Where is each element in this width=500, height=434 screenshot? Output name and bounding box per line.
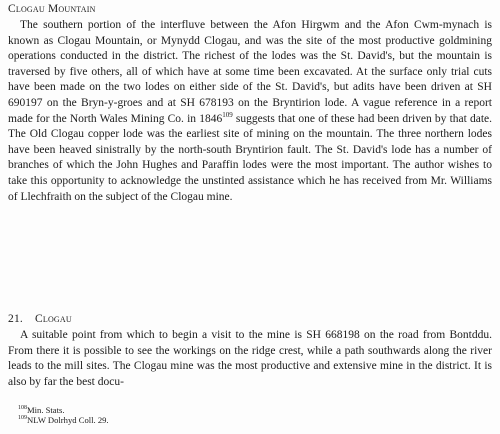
footnote (18, 405, 109, 415)
footnote-number: 108 (18, 405, 27, 412)
section-heading-clogau-mountain: Clogau Mountain (8, 3, 96, 15)
section-title: Clogau (34, 313, 72, 325)
paragraph-clogau (8, 328, 492, 390)
paragraph-clogau-mountain (8, 18, 492, 205)
section-number: 21. (8, 313, 23, 325)
footnotes (18, 405, 109, 425)
paragraph-text-b: suggests that one of these had been driven by that date. The Old Clogau copper lode was the earliest site of mining on the mountain. The three northern lodes have been heaved sinistrally by the north-south Bryntirion fault. The St. David's lode has a number of branches of which the John Hughes and Paraffin lodes were the most important. The author wishes to take this opportunity to acknowledge the unstinted assistance which he has received from Mr. Williams of Llechfraith on the subject of the Clogau mine. (8, 112, 493, 203)
section-heading-clogau (8, 313, 72, 325)
footnote-number: 109 (18, 415, 27, 422)
footnote-text: Min. Stats. (27, 405, 65, 415)
footnote-ref-109: 109 (222, 110, 233, 119)
footnote-text: NLW Dolrhyd Coll. 29. (27, 415, 109, 425)
paragraph-text: A suitable point from which to begin a visit to the mine is SH 668198 on the road from Bontddu. From there it is possible to see the workings on the ridge crest, while a path southwards along the river leads to the mill sites. The Clogau mine was the most productive and extensive mine in the district. It is also by far the best docu- (8, 329, 492, 388)
footnote (18, 415, 109, 425)
paragraph-text-a: The southern portion of the interfluve between the Afon Hirgwm and the Afon Cwm-mynach is known as Clogau Mountain, or Mynydd Clogau, and was the site of the most productive goldmining operations conducted in the district. The richest of the lodes was the St. David's, but the mountain is traversed by five others, all of which have at some time been excavated. At the surface only trial cuts have been made on the two lodes on either side of the St. David's, but adits have been driven at SH 690197 on the Bryn-y-groes and at SH 678193 on the Bryntirion lode. A vague reference in a report made for the North Wales Mining Co. in 1846 (8, 19, 492, 125)
